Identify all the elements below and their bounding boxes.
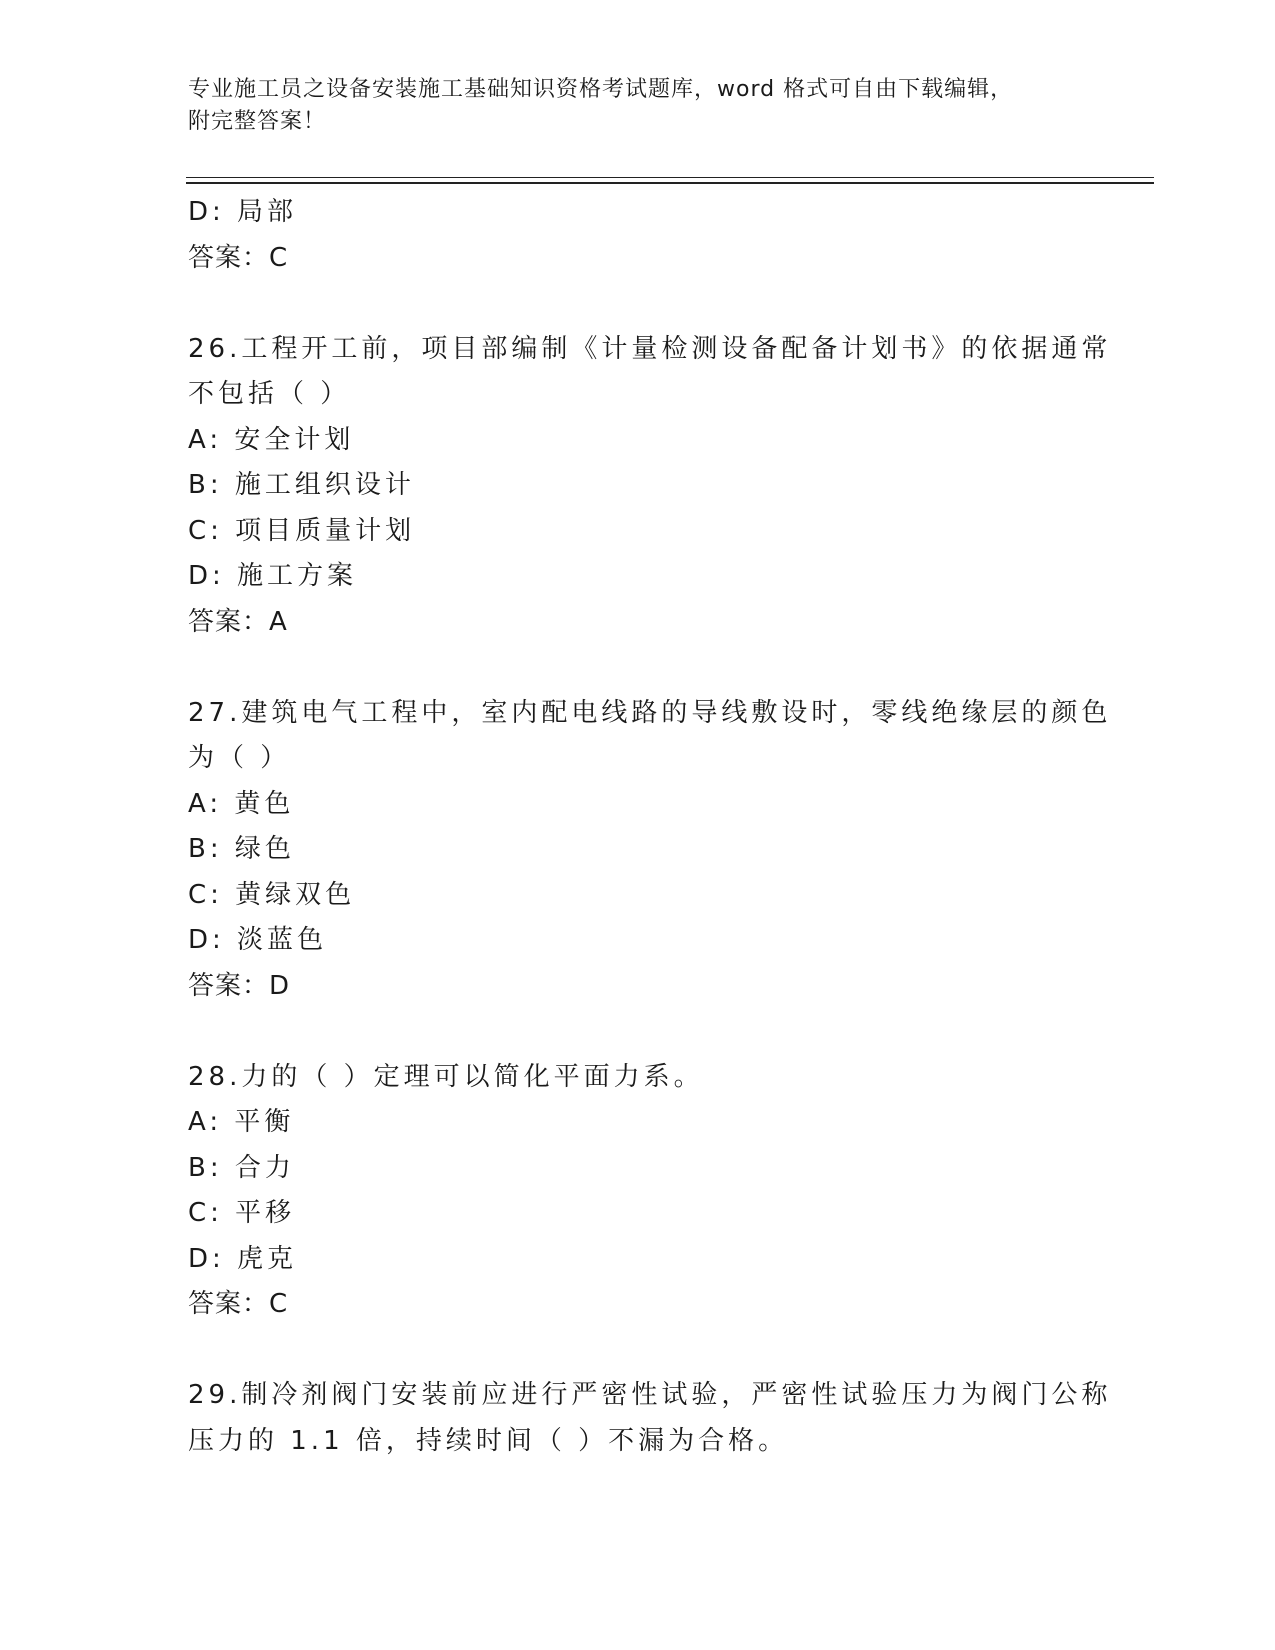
question-text: 27.建筑电气工程中，室内配电线路的导线敷设时，零线绝缘层的颜色 [188, 697, 1112, 728]
answer: 答案：C [188, 242, 289, 273]
spacer [188, 645, 1088, 691]
option-b: B: 施工组织设计 [188, 470, 415, 500]
answer: 答案：D [188, 970, 291, 1001]
answer: 答案：A [188, 606, 288, 637]
header-divider-thick [186, 182, 1154, 184]
header-divider-thin [186, 177, 1154, 178]
question-26 [188, 327, 1112, 646]
question-29 [188, 1373, 1112, 1464]
option-d: D: 淡蓝色 [188, 925, 328, 955]
question-text: 压力的 1.1 倍，持续时间（ ）不漏为合格。 [188, 1425, 789, 1456]
document-body [188, 190, 1112, 1464]
question-text: 29.制冷剂阀门安装前应进行严密性试验，严密性试验压力为阀门公称 [188, 1380, 1112, 1410]
header-line-1: 专业施工员之设备安装施工基础知识资格考试题库，word 格式可自由下载编辑， [188, 77, 1014, 102]
option-b: B: 合力 [188, 1152, 295, 1183]
question-text: 为（ ） [188, 743, 291, 773]
spacer [188, 1328, 1088, 1374]
prev-question [188, 190, 1088, 281]
option-a: A: 安全计划 [188, 424, 355, 455]
question-27 [188, 691, 1112, 1010]
question-text: 不包括（ ） [188, 379, 351, 409]
option-a: A: 黄色 [188, 788, 295, 819]
spacer [188, 281, 1088, 327]
question-28 [188, 1055, 1088, 1328]
spacer [188, 1009, 1088, 1055]
option-c: C: 黄绿双色 [188, 879, 356, 910]
option-c: C: 平移 [188, 1198, 296, 1228]
option-b: B: 绿色 [188, 834, 295, 864]
option-d: D: 虎克 [188, 1243, 298, 1274]
header-line-2: 附完整答案！ [188, 109, 327, 134]
option-d: D: 局部 [188, 197, 298, 227]
answer: 答案：C [188, 1289, 289, 1319]
option-c: C: 项目质量计划 [188, 515, 416, 546]
option-d: D: 施工方案 [188, 561, 358, 591]
question-text: 28.力的（ ）定理可以简化平面力系。 [188, 1061, 704, 1092]
question-text: 26.工程开工前，项目部编制《计量检测设备配备计划书》的依据通常 [188, 333, 1112, 364]
page-header [188, 74, 1068, 138]
option-a: A: 平衡 [188, 1107, 295, 1137]
